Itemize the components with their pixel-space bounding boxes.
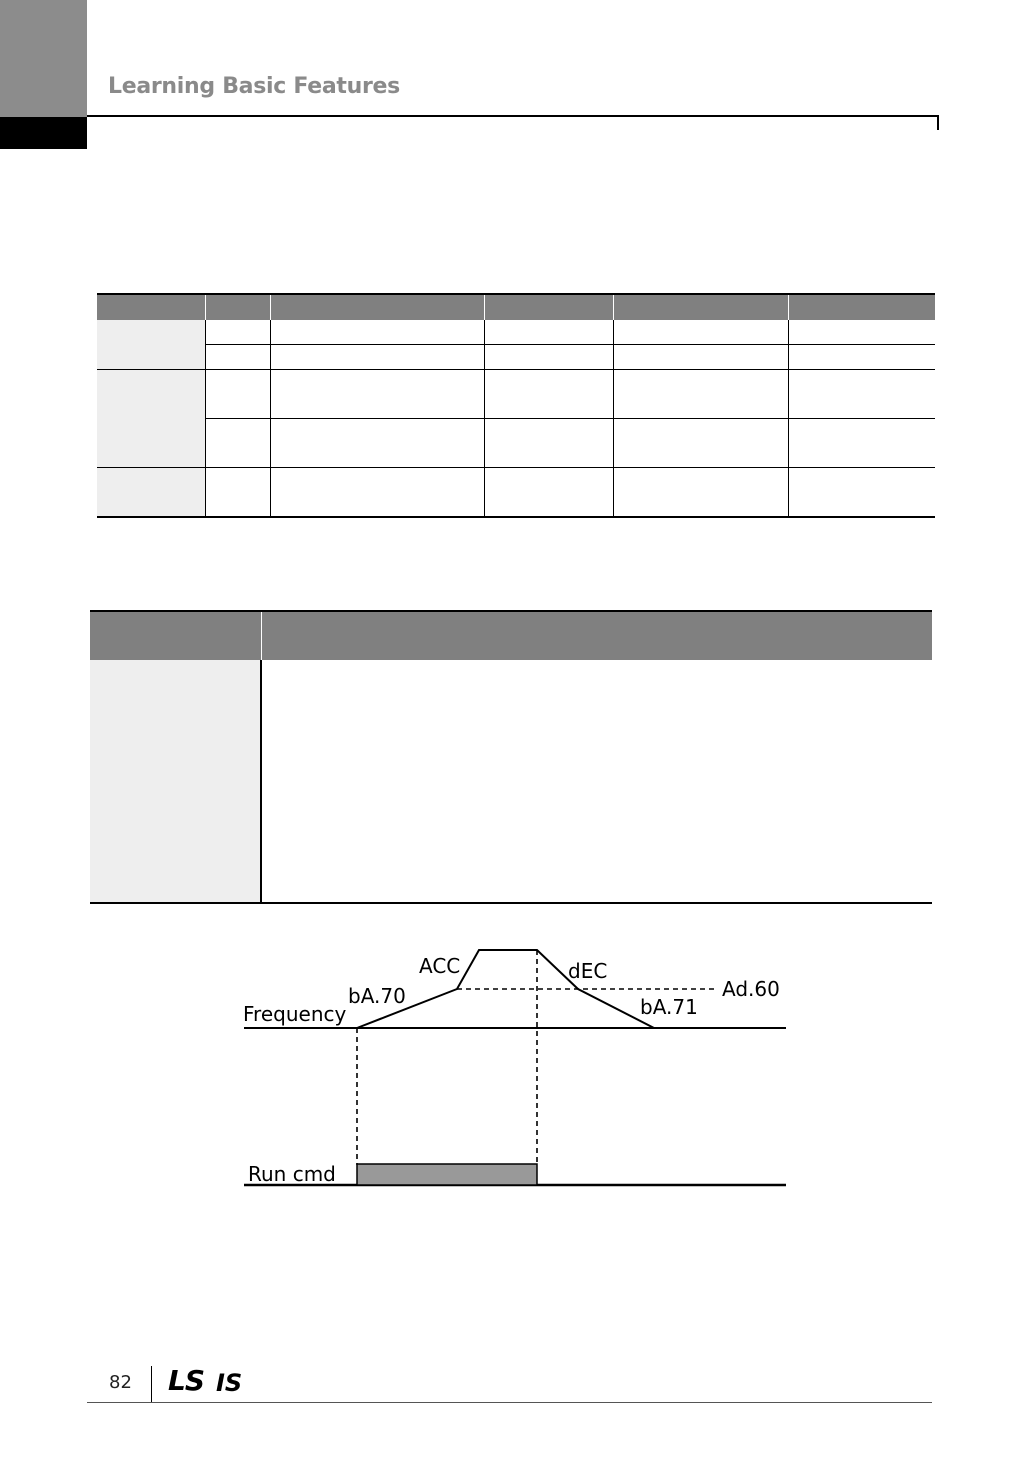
header-rule-tick [937, 115, 939, 130]
group-cell [97, 320, 205, 370]
table-header-cell [261, 611, 932, 660]
table-cell [270, 345, 484, 370]
table-cell [613, 370, 788, 419]
brand-logo-is: IS [216, 1369, 243, 1397]
table-cell [788, 345, 935, 370]
table-cell [484, 345, 613, 370]
table-cell [270, 320, 484, 345]
table-cell [270, 419, 484, 468]
table-header-cell [788, 294, 935, 320]
ba70-label: bA.70 [348, 984, 406, 1008]
chapter-tab [0, 0, 87, 117]
run-cmd-pulse [357, 1164, 537, 1185]
table-cell [613, 419, 788, 468]
parameter-table [97, 293, 935, 518]
description-body-cell [261, 660, 932, 903]
table-header-cell [270, 294, 484, 320]
table-cell [205, 345, 270, 370]
table-cell [613, 320, 788, 345]
dec-label: dEC [568, 959, 608, 983]
run-cmd-label: Run cmd [248, 1162, 336, 1186]
footer-rule [87, 1402, 932, 1403]
group-cell [97, 468, 205, 518]
table-row [97, 419, 935, 468]
table-cell [484, 370, 613, 419]
table-cell [270, 370, 484, 419]
table-cell [788, 370, 935, 419]
table-cell [270, 468, 484, 518]
table-header-cell [205, 294, 270, 320]
chapter-bar [0, 117, 87, 149]
table-cell [484, 468, 613, 518]
timing-diagram [230, 935, 800, 1195]
ba71-label: bA.71 [640, 995, 698, 1019]
group-cell [97, 370, 205, 468]
table-row [97, 468, 935, 518]
table-cell [788, 419, 935, 468]
table-header-cell [484, 294, 613, 320]
table-cell [484, 320, 613, 345]
table-row [97, 370, 935, 419]
description-table [90, 610, 932, 904]
table-header-cell [90, 611, 261, 660]
description-label-cell [90, 660, 261, 903]
table-cell [484, 419, 613, 468]
header-rule [87, 115, 939, 117]
table-cell [613, 468, 788, 518]
footer-separator [151, 1366, 152, 1402]
table-cell [205, 419, 270, 468]
table-row [97, 320, 935, 345]
page-number: 82 [109, 1372, 132, 1393]
ad60-label: Ad.60 [722, 977, 780, 1001]
frequency-label: Frequency [243, 1002, 347, 1026]
table-cell [788, 468, 935, 518]
table-header-row [97, 294, 935, 320]
table-header-row [90, 611, 932, 660]
table-cell [788, 320, 935, 345]
table-row [97, 345, 935, 370]
acc-label: ACC [419, 954, 461, 978]
table-cell [205, 320, 270, 345]
table-cell [205, 468, 270, 518]
table-cell [613, 345, 788, 370]
table-cell [205, 370, 270, 419]
brand-logo-ls: LS [168, 1364, 205, 1397]
page-header-title: Learning Basic Features [108, 74, 400, 99]
table-row [90, 660, 932, 903]
table-header-cell [97, 294, 205, 320]
table-header-cell [613, 294, 788, 320]
